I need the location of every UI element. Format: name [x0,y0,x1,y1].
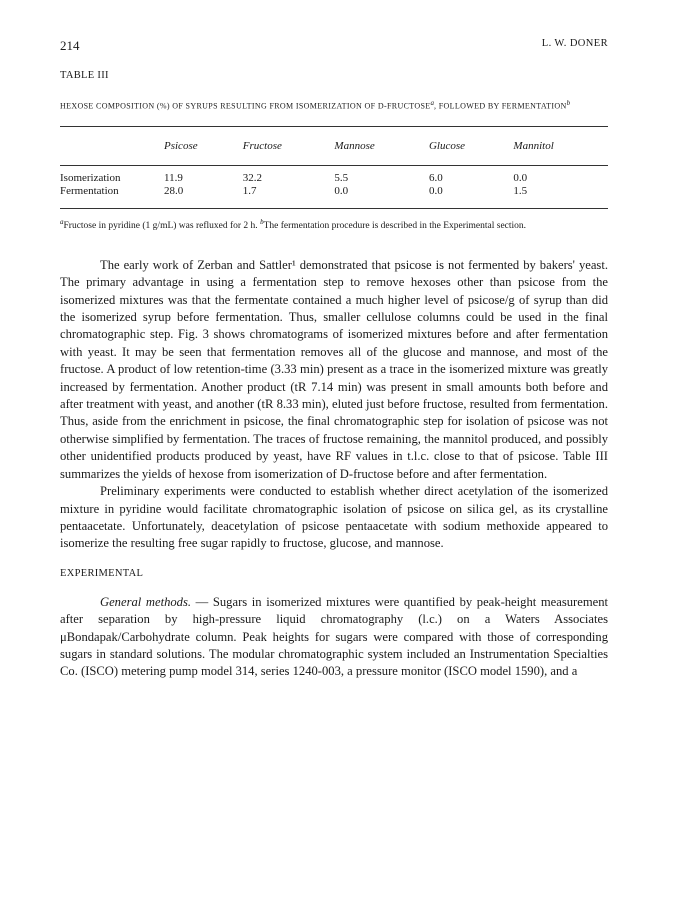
journal-page [60,38,608,681]
table-cell: 1.5 [513,185,608,209]
caption-mark-b: b [566,99,571,107]
table-cell: 0.0 [513,171,528,184]
subsection-text: — Sugars in isomerized mixtures were quantified by peak-height measurement after separation by high-pressure liquid chromatography (l.c.) on a Waters Associates μBondapak/Carbohydrate column. Peak heights for sugars were compared with those of corresponding sugars in standard solutions. The modular chromatographic system included an Instrumentation Specialties Co. (ISCO) metering pump model 314, series 1240-003, a pressure monitor (ISCO model 1590), and a [60,594,609,679]
subsection-lead: General methods. [100,594,192,609]
table-cell: 28.0 [164,185,243,209]
table-cell: 5.5 [334,171,349,184]
running-head [60,38,608,56]
column-header-fructose: Fructose [243,126,335,165]
column-header-empty [60,126,164,165]
section-heading: EXPERIMENTAL [60,567,144,579]
table-cell: 32.2 [242,171,263,184]
paragraph-acetylation: Preliminary experiments were conducted to establish whether direct acetylation of the isomerized mixture in pyridine would facilitate chromatographic isolation of psicose on silica gel, as its crystalline pentaacetate. Unfortunately, deacetylation of psicose pentaacetate with sodium methoxide appeared to isomerize the resulting free sugar rapidly to fructose, glucose, and mannose. [60,484,608,551]
table-row-isomerization [60,165,608,185]
footnote-mark-a: a [60,217,64,226]
table-cell: 1.7 [243,185,335,209]
table-label: TABLE III [60,70,109,81]
table-caption [60,97,608,113]
body-text [60,257,608,553]
page-number: 214 [60,38,80,53]
row-label: Fermentation [60,185,164,209]
table-header-row [60,126,608,165]
column-header-glucose: Glucose [429,126,513,165]
column-header-mannitol: Mannitol [513,126,608,165]
footnote-mark-b: b [260,217,264,226]
table-cell: 6.0 [428,171,443,184]
footnote-a: Fructose in pyridine (1 g/mL) was refluxed for 2 h. [63,220,261,231]
table-footnote [60,216,608,233]
row-label: Isomerization [60,171,121,184]
table-row-fermentation [60,185,608,209]
running-head-author: L. W. DONER [541,38,608,49]
hexose-composition-table [60,126,608,209]
caption-text-2: , FOLLOWED BY FERMENTATION [434,101,567,111]
paragraph-general-methods [60,594,608,681]
caption-mark-a: a [430,99,435,107]
footnote-b: The fermentation procedure is described in the Experimental section. [263,220,527,231]
experimental-text [60,594,608,681]
column-header-mannose: Mannose [334,126,429,165]
table-cell: 0.0 [429,185,513,209]
caption-text: HEXOSE COMPOSITION (%) OF SYRUPS RESULTING FROM ISOMERIZATION OF D-FRUCTOSE [60,101,431,111]
table-cell: 0.0 [334,185,429,209]
table-cell: 11.9 [164,171,183,184]
column-header-psicose: Psicose [164,126,243,165]
paragraph-fermentation: The early work of Zerban and Sattler¹ demonstrated that psicose is not fermented by bakers' yeast. The primary advantage in using a fermentation step to remove hexoses other than psicose from the isomerized mixtures was that the fermentate contained a much higher level of psicose/g of syrup than did the isomerized syrup before fermentation. Thus, smaller cellulose columns could be used in the final chromatographic step. Fig. 3 shows chromatograms of isomerized mixtures before and after fermentation with yeast. It may be seen that fermentation removes all of the glucose and mannose, and most of the fructose. A product of low retention-time (3.33 min) present as a trace in the isomerized mixture was greatly increased by fermentation. Another product (tR 7.14 min) was present in small amounts both before and after treatment with yeast, and another (tR 8.33 min), eluted just before fructose, resulted from fermentation. Thus, aside from the enrichment in psicose, the final chromatographic step for isolation of psicose was not otherwise simplified by fermentation. The traces of fructose remaining, the mannitol produced, and possibly other unidentified products produced by yeast, have RF values in t.l.c. close to that of psicose. Table III summarizes the yields of hexose from isomerization of D-fructose before and after fermentation. [60,257,608,481]
